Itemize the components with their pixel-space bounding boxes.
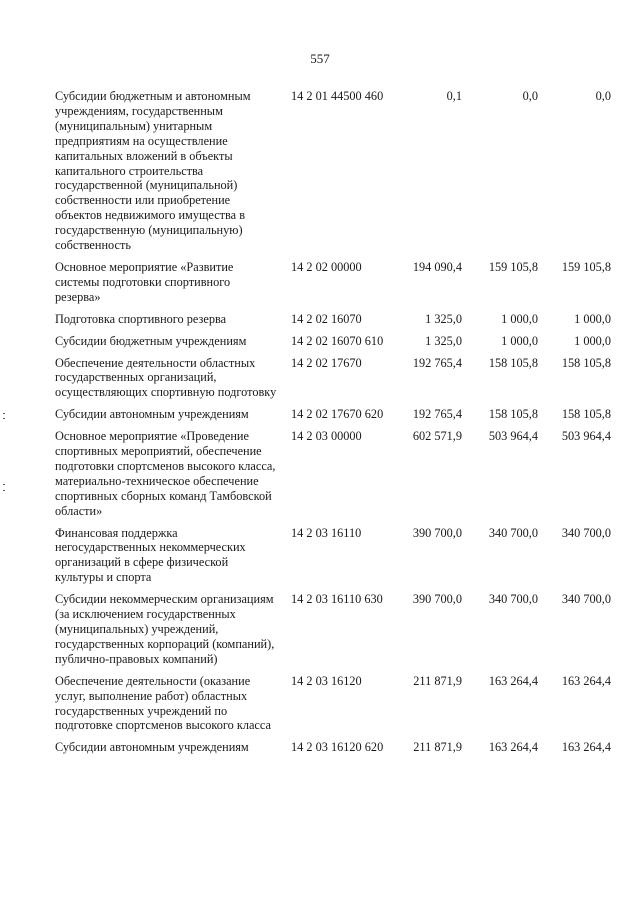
row-amount-1: 1 325,0 bbox=[425, 333, 462, 348]
table-row bbox=[0, 407, 640, 422]
row-amount-3: 340 700,0 bbox=[561, 592, 611, 607]
row-amount-1: 192 765,4 bbox=[412, 407, 462, 422]
row-amount-1: 194 090,4 bbox=[412, 259, 462, 274]
table-row bbox=[0, 740, 640, 755]
row-description: Подготовка спортивного резерва bbox=[55, 311, 227, 326]
row-amount-2: 0,0 bbox=[522, 89, 538, 103]
row-description: Финансовая поддержка негосударственных некоммерческих организаций в сфере физической культуры и спорта bbox=[55, 525, 246, 585]
row-code: 14 2 03 16120 bbox=[291, 673, 362, 688]
row-amount-2: 503 964,4 bbox=[488, 429, 538, 444]
row-description: Основное мероприятие «Проведение спортивных мероприятий, обеспечение подготовки спортсменов высокого класса, материально-техническое обеспечение спортивных сборных команд Тамбовской области» bbox=[55, 429, 276, 518]
row-amount-1: 211 871,9 bbox=[413, 740, 462, 755]
row-code: 14 2 02 00000 bbox=[291, 259, 362, 274]
row-description: Субсидии автономным учреждениям bbox=[55, 740, 249, 755]
row-amount-3: 1 000,0 bbox=[574, 311, 611, 326]
row-amount-1: 211 871,9 bbox=[413, 673, 462, 688]
table-row bbox=[0, 312, 640, 327]
row-amount-2: 1 000,0 bbox=[501, 333, 538, 348]
row-code: 14 2 01 44500 460 bbox=[291, 89, 384, 103]
row-amount-3: 163 264,4 bbox=[561, 673, 611, 688]
row-amount-2: 340 700,0 bbox=[488, 592, 538, 607]
row-code: 14 2 02 17670 620 bbox=[291, 407, 384, 422]
table-row bbox=[0, 356, 640, 401]
table-row bbox=[0, 526, 640, 586]
page-number: 557 bbox=[310, 51, 330, 66]
row-amount-1: 1 325,0 bbox=[425, 311, 462, 326]
row-amount-1: 0,1 bbox=[446, 89, 462, 103]
row-amount-2: 158 105,8 bbox=[488, 407, 538, 422]
row-description: Субсидии бюджетным учреждениям bbox=[55, 333, 247, 348]
row-amount-1: 192 765,4 bbox=[412, 355, 462, 370]
row-description: Обеспечение деятельности (оказание услуг, выполнение работ) областных государственных учреждений по подготовке спортсменов высокого класса bbox=[55, 673, 271, 733]
row-description: Субсидии бюджетным и автономным учреждениям, государственным (муниципальным) унитарным предприятиям на осуществление капитальных вложений в объекты капитального строительства государственной (муниципальной) собственности или приобретение объектов недвижимого имущества в государственную (муниципальную) собственность bbox=[55, 89, 251, 253]
row-description: Обеспечение деятельности областных государственных организаций, осуществляющих спортивную подготовку bbox=[55, 355, 277, 400]
row-amount-1: 602 571,9 bbox=[412, 429, 462, 444]
row-amount-1: 390 700,0 bbox=[412, 592, 462, 607]
row-description: Субсидии автономным учреждениям bbox=[55, 407, 249, 422]
row-amount-3: 159 105,8 bbox=[561, 259, 611, 274]
row-amount-3: 158 105,8 bbox=[561, 407, 611, 422]
row-code: 14 2 03 16110 630 bbox=[291, 592, 383, 607]
row-amount-1: 390 700,0 bbox=[412, 525, 462, 540]
row-amount-3: 1 000,0 bbox=[574, 333, 611, 348]
row-description: Основное мероприятие «Развитие системы подготовки спортивного резерва» bbox=[55, 259, 234, 304]
row-amount-2: 340 700,0 bbox=[488, 525, 538, 540]
table-row bbox=[0, 334, 640, 349]
row-code: 14 2 03 00000 bbox=[291, 429, 362, 444]
row-code: 14 2 02 17670 bbox=[291, 355, 362, 370]
row-amount-3: 163 264,4 bbox=[561, 740, 611, 755]
table-row bbox=[0, 260, 640, 305]
row-amount-3: 340 700,0 bbox=[561, 525, 611, 540]
budget-table bbox=[0, 89, 640, 762]
row-amount-2: 158 105,8 bbox=[488, 355, 538, 370]
row-code: 14 2 02 16070 610 bbox=[291, 333, 384, 348]
row-description: Субсидии некоммерческим организациям (за исключением государственных (муниципальных) учреждений, государственных корпораций (компаний), публично-правовых компаний) bbox=[55, 592, 275, 666]
row-amount-2: 1 000,0 bbox=[501, 311, 538, 326]
table-row bbox=[0, 592, 640, 667]
table-row bbox=[0, 89, 640, 253]
row-code: 14 2 03 16120 620 bbox=[291, 740, 384, 755]
row-amount-2: 163 264,4 bbox=[488, 673, 538, 688]
row-amount-3: 503 964,4 bbox=[561, 429, 611, 444]
row-amount-3: 158 105,8 bbox=[561, 355, 611, 370]
row-code: 14 2 03 16110 bbox=[291, 525, 362, 540]
row-amount-2: 163 264,4 bbox=[488, 740, 538, 755]
row-code: 14 2 02 16070 bbox=[291, 311, 362, 326]
table-row bbox=[0, 429, 640, 518]
row-amount-2: 159 105,8 bbox=[488, 259, 538, 274]
row-amount-3: 0,0 bbox=[595, 89, 611, 103]
table-row bbox=[0, 674, 640, 734]
